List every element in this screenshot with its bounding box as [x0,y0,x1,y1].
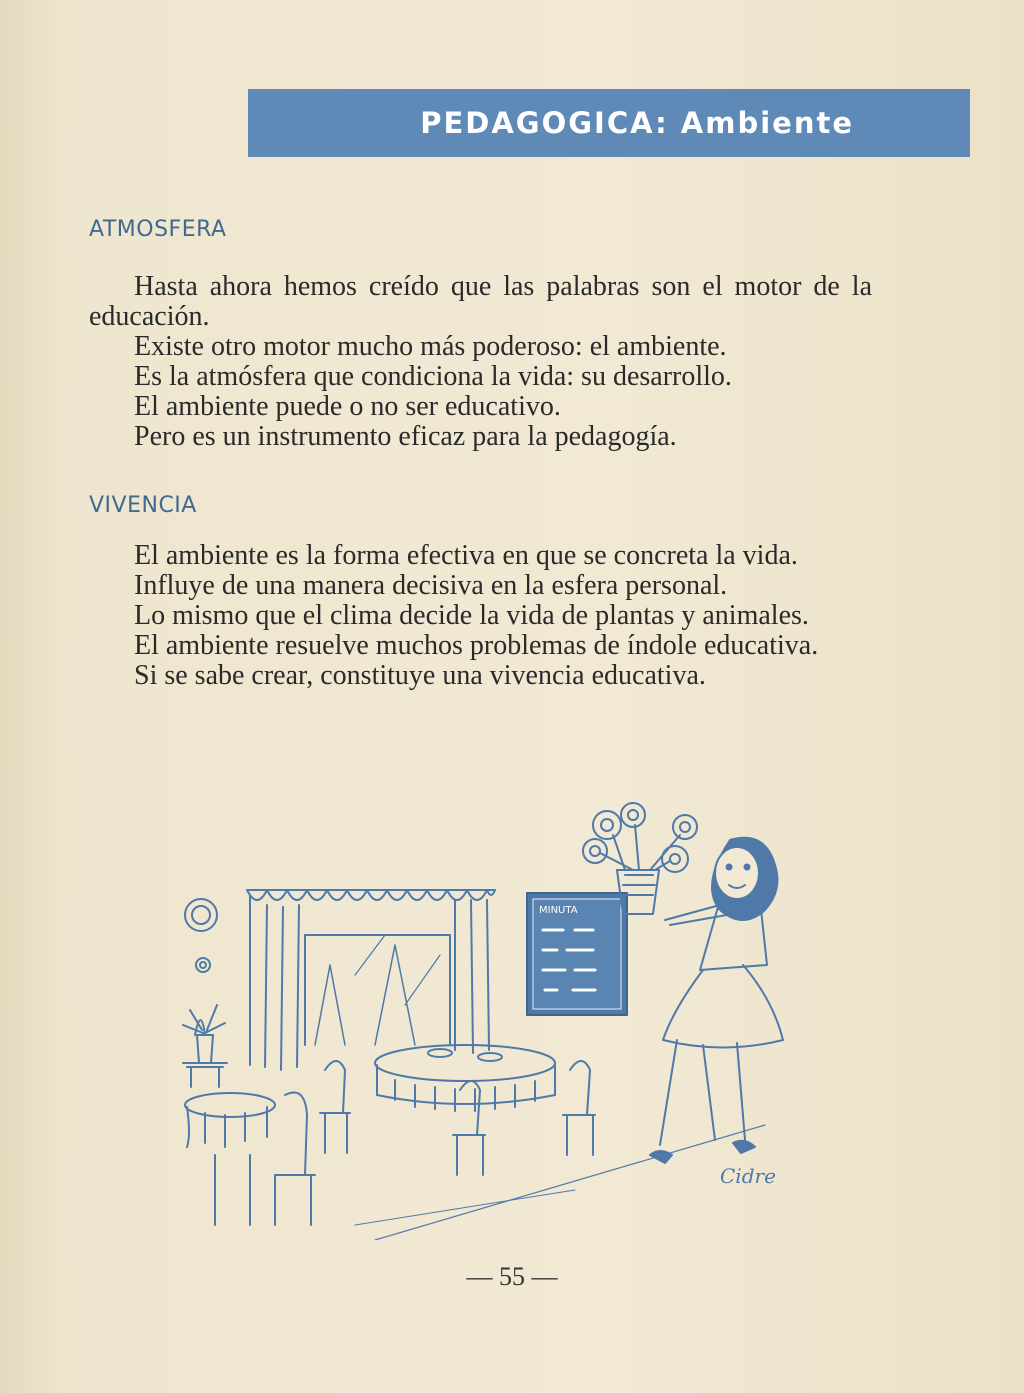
text-line: El ambiente puede o no ser educativo. [134,391,561,422]
text-line: Hasta ahora hemos creído que las palabras son el motor de la educación. [89,271,872,332]
menu-board [527,893,627,1015]
text-line: Existe otro motor mucho más poderoso: el ambiente. [134,331,727,362]
menu-board-title: MINUTA [539,905,578,916]
section-banner [248,89,970,157]
text-line: Influye de una manera decisiva en la esfera personal. [134,570,728,601]
left-table [185,1093,315,1226]
center-table [375,1045,555,1111]
artist-signature: Cidre [720,1164,776,1188]
paragraph-vivencia [89,541,872,691]
text-line: Es la atmósfera que condiciona la vida: su desarrollo. [134,361,732,392]
heading-vivencia: VIVENCIA [89,493,197,518]
text-line: Pero es un instrumento eficaz para la pedagogía. [134,421,677,452]
text-line: Lo mismo que el clima decide la vida de plantas y animales. [134,600,809,631]
girl-figure [650,838,783,1163]
plant-vase-icon [183,1005,227,1087]
heading-atmosfera: ATMOSFERA [89,217,227,242]
paragraph-atmosfera [89,272,872,452]
banner-title: PEDAGOGICA: Ambiente [420,106,854,140]
dining-chairs [320,1061,595,1175]
text-line: Si se sabe crear, constituye una vivencia educativa. [134,660,706,691]
wall-clock-icon [185,899,217,972]
page-number: — 55 — [466,1262,558,1291]
dining-room-illustration [155,795,795,1240]
text-line: El ambiente resuelve muchos problemas de índole educativa. [134,630,819,661]
curtained-window [247,890,495,1070]
text-line: El ambiente es la forma efectiva en que se concreta la vida. [134,540,798,571]
